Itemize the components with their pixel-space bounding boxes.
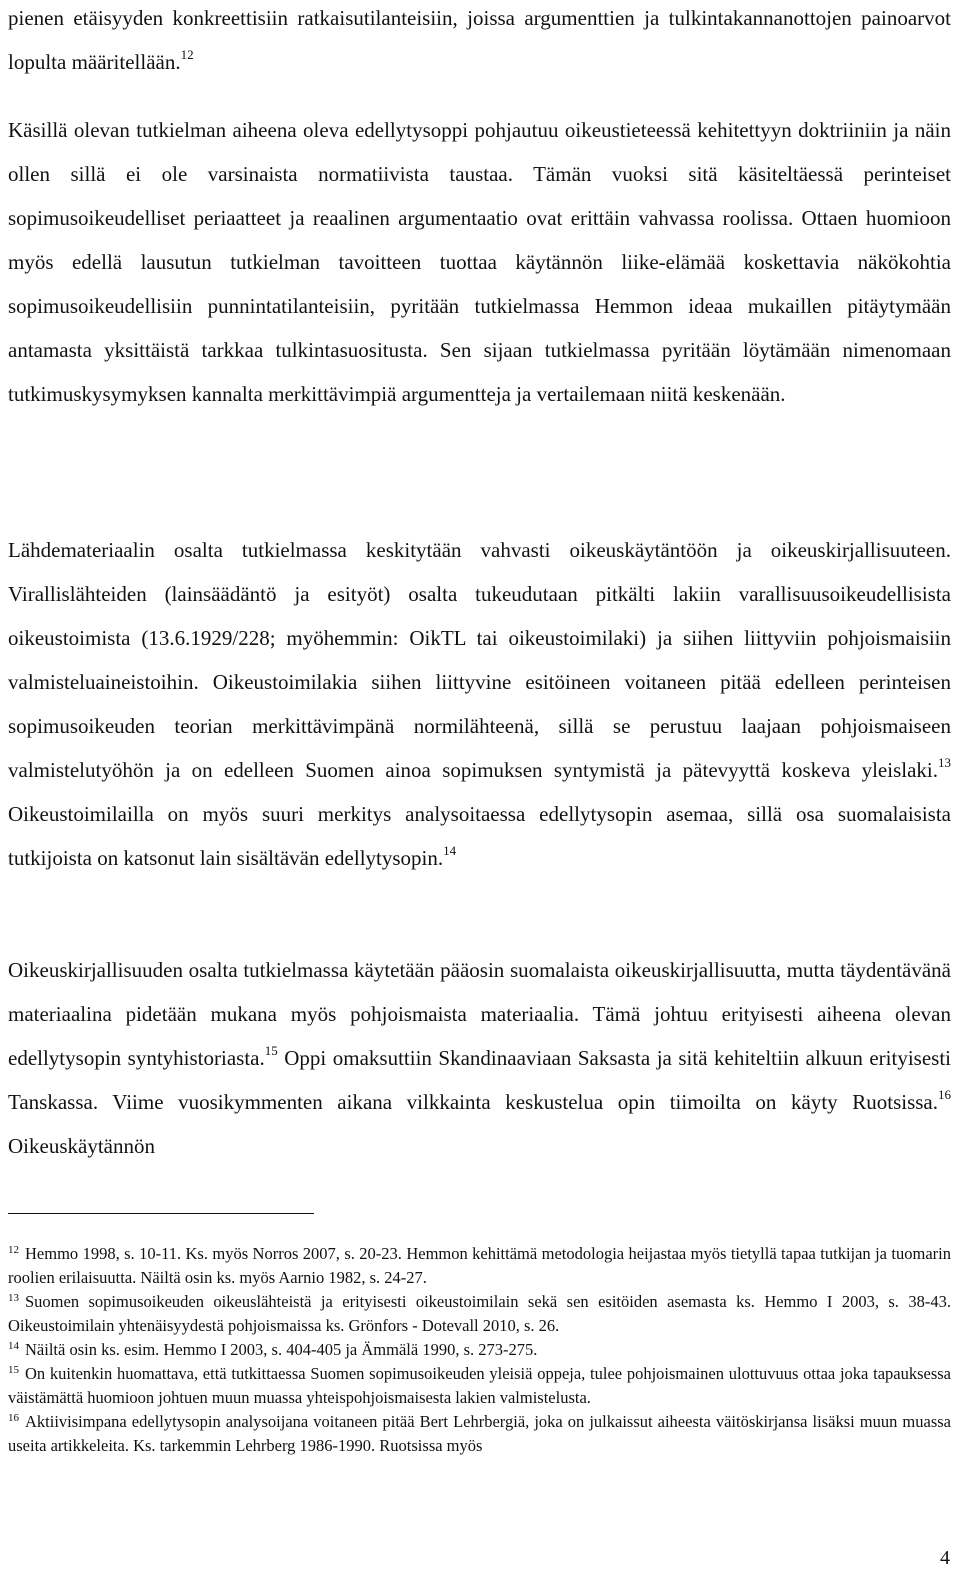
footnote-16 [8,1410,951,1458]
footnote-15 [8,1362,951,1410]
paragraph-text: Oppi omaksuttiin Skandinaaviaan Saksasta ja sitä kehiteltiin alkuun erityisesti Tanskassa. Viime vuosikymmenten aikana vilkkainta keskustelua opin tiimoilta on käyty Ruotsissa. [8,1046,951,1114]
footnote-ref-13[interactable]: 13 [938,755,951,770]
footnote-ref-12[interactable]: 12 [180,47,194,62]
footnote-number: 15 [8,1363,19,1376]
footnotes-section [8,1242,951,1458]
footnote-number: 16 [8,1411,19,1424]
footnote-13 [8,1290,951,1338]
footnote-number: 12 [8,1243,19,1256]
paragraph-1 [8,0,951,84]
footnote-12 [8,1242,951,1290]
footnote-number: 13 [8,1291,19,1304]
paragraph-2 [8,108,951,416]
footnote-ref-15[interactable]: 15 [264,1043,278,1058]
paragraph-text: Oikeuskirjallisuuden osalta tutkielmassa käytetään pääosin suomalaista oikeuskirjallisuutta, mutta täydentävänä materiaalina pidetään mukana myös pohjoismaista materiaalia. Tämä johtuu erityisesti aiheena olevan edellytysopin syntyhistoriasta. [8,958,951,1070]
footnote-ref-14[interactable]: 14 [443,843,457,858]
paragraph-text: pienen etäisyyden konkreettisiin ratkaisutilanteisiin, joissa argumenttien ja tulkintakannanottojen painoarvot lopulta määritellään. [8,6,951,74]
footnote-text: Hemmo 1998, s. 10-11. Ks. myös Norros 2007, s. 20-23. Hemmon kehittämä metodologia heijastaa myös tietyllä tapaa tutkijan ja tuomarin roolien erilaisuutta. Näiltä osin ks. myös Aarnio 1982, s. 24-27. [8,1244,951,1287]
footnote-text: Näiltä osin ks. esim. Hemmo I 2003, s. 404-405 ja Ämmälä 1990, s. 273-275. [25,1340,538,1359]
paragraph-text: Käsillä olevan tutkielman aiheena oleva edellytysoppi pohjautuu oikeustieteessä kehitettyyn doktriiniin ja näin ollen sillä ei ole varsinaista normatiivista taustaa. Tämän vuoksi sitä käsiteltäessä perinteiset sopimusoikeudelliset periaatteet ja reaalinen argumentaatio ovat erittäin vahvassa roolissa. Ottaen huomioon myös edellä lausutun tutkielman tavoitteen tuottaa käytännön liike-elämää koskettavia näkökohtia sopimusoikeudellisiin punnintatilanteisiin, pyritään tutkielmassa Hemmon ideaa mukaillen pitäytymään antamasta yksittäistä tarkkaa tulkintasuositusta. Sen sijaan tutkielmassa pyritään löytämään nimenomaan tutkimuskysymyksen kannalta merkittävimpiä argumentteja ja vertailemaan niitä keskenään. [8,118,951,406]
footnote-text: Aktiivisimpana edellytysopin analysoijana voitaneen pitää Bert Lehrbergiä, joka on julkaissut aiheesta väitöskirjansa lisäksi muun muassa useita artikkeleita. Ks. tarkemmin Lehrberg 1986-1990. Ruotsissa myös [8,1412,951,1455]
footnote-number: 14 [8,1339,19,1352]
paragraph-text: Oikeustoimilailla on myös suuri merkitys analysoitaessa edellytysopin asemaa, sillä osa suomalaisista tutkijoista on katsonut lain sisältävän edellytysopin. [8,802,951,870]
footnote-separator [8,1213,314,1214]
paragraph-4 [8,948,951,1168]
paragraph-text: Oikeuskäytännön [8,1134,155,1158]
paragraph-text: Lähdemateriaalin osalta tutkielmassa keskitytään vahvasti oikeuskäytäntöön ja oikeuskirjallisuuteen. Virallislähteiden (lainsäädäntö ja esityöt) osalta tukeudutaan pitkälti lakiin varallisuusoikeudellisista oikeustoimista (13.6.1929/228; myöhemmin: OikTL tai oikeustoimilaki) ja siihen liittyviin pohjoismaisiin valmisteluaineistoihin. Oikeustoimilakia siihen liittyvine esitöineen voitaneen pitää edelleen perinteisen sopimusoikeuden teorian merkittävimpänä normilähteenä, sillä se perustuu laajaan pohjoismaiseen valmistelutyöhön ja on edelleen Suomen ainoa sopimuksen syntymistä ja pätevyyttä koskeva yleislaki. [8,538,951,782]
footnote-14 [8,1338,951,1362]
page-number: 4 [940,1547,950,1569]
footnote-text: On kuitenkin huomattava, että tutkittaessa Suomen sopimusoikeuden yleisiä oppeja, tulee pohjoismainen ulottuvuus ottaa joka tapauksessa väistämättä huomioon johtuen muun muassa yhteispohjoismaisesta lakien valmistelusta. [8,1364,951,1407]
paragraph-3 [8,528,951,880]
footnote-ref-16[interactable]: 16 [938,1087,951,1102]
footnote-text: Suomen sopimusoikeuden oikeuslähteistä ja erityisesti oikeustoimilain sekä sen esitöiden asemasta ks. Hemmo I 2003, s. 38-43. Oikeustoimilain yhtenäisyydestä pohjoismaissa ks. Grönfors - Dotevall 2010, s. 26. [8,1292,951,1335]
